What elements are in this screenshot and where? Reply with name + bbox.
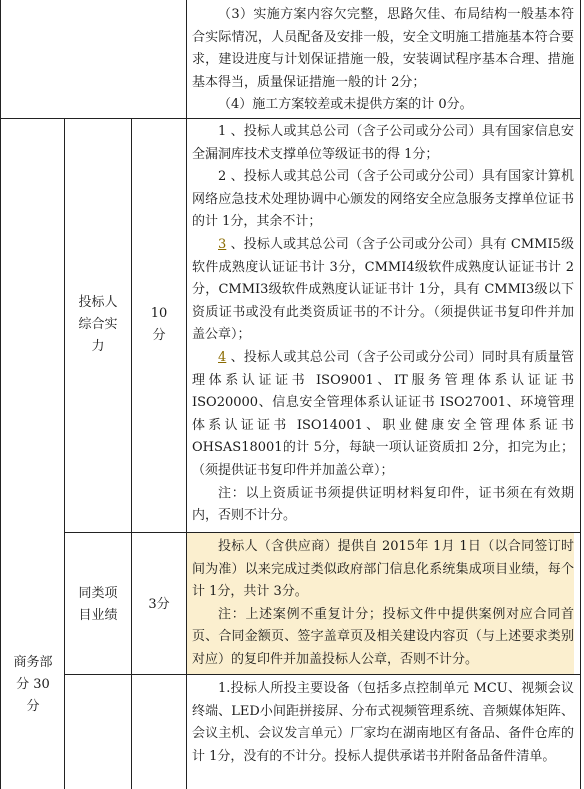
item-label: 投标人综合实力 [78, 295, 118, 354]
scoring-item: （4）施工方案较差或未提供方案的计 0分。 [218, 97, 473, 113]
bottom-row-content [192, 678, 574, 768]
score-cell [133, 300, 185, 350]
item-label-cell [66, 570, 130, 640]
score-cell [133, 580, 185, 630]
item-label-cell [66, 290, 130, 360]
top-row-content [192, 4, 574, 117]
scoring-item: 2 、投标人或其总公司（含子公司或分公司）具有国家计算机网络应急技术处理协调中心颁发的网络安全应急服务支撑单位证书的计 1分，其余不计； [192, 169, 574, 230]
scoring-item: 4 、投标人或其总公司（含子公司或分公司）同时具有质量管理体系认证证书 ISO9001、IT服务管理体系认证证书 ISO20000、信息安全管理体系认证证书 ISO27001、环境管理体系认证证书 ISO14001、职业健康安全管理体系证书 OHSAS18001的计 5分，每缺一项认证资质扣 2分，扣完为止；（须提供证书复印件并加盖公章）； [192, 349, 574, 478]
scoring-note: 注：上述案例不重复计分；投标文件中提供案例对应合同首页、合同金额页、签字盖章页及相关建设内容页（与上述要求类别对应）的复印件并加盖投标人公章，否则不计分。 [192, 606, 574, 667]
scoring-item: （3）实施方案内容欠完整，思路欠佳、布局结构一般基本符合实际情况，人员配备及安排一般，安全文明施工措施基本符合要求，建设进度与计划保证措施一般，安装调试程序基本合理、措施基本得当，质量保证措施一般的计 2分； [192, 7, 574, 90]
scoring-item: 1.投标人所投主要设备（包括多点控制单元 MCU、视频会议终端、LED小间距拼接屏、分布式视频管理系统、音频媒体矩阵、会议主机、会议发言单元）厂家均在湖南地区有备品、备件仓库的计 1分，没有的不计分。投标人提供承诺书并附备品备件清单。 [192, 681, 574, 764]
scoring-item: 投标人（含供应商）提供自 2015年 1月 1日（以合同签订时间为准）以来完成过类似政府部门信息化系统集成项目业绩，每个计 1分，共计 3分。 [192, 539, 574, 600]
projects-content [187, 533, 574, 674]
category-label: 商务部分 30 分 [13, 655, 53, 714]
item-number: 4 [218, 349, 227, 365]
score-value: 10分 [150, 306, 168, 343]
category-label-cell [2, 640, 64, 730]
item-number: 3 [218, 236, 227, 252]
item-label: 同类项目业绩 [78, 586, 118, 623]
score-value: 3分 [148, 597, 170, 612]
scoring-item: 3 、投标人或其总公司（含子公司或分公司）具有 CMMI5级软件成熟度认证证书计 3分，CMMI4级软件成熟度认证证书计 2分，CMMI3级软件成熟度认证证书计 1分，具有 CMMI3级以下资质证书或没有此类资质证书的不计分。（须提供证书复印件并加盖公章）； [192, 236, 574, 343]
scoring-note: 注：以上资质证书须提供证明材料复印件，证书须在有效期内，否则不计分。 [192, 485, 574, 524]
scoring-item: 1 、投标人或其总公司（含子公司或分公司）具有国家信息安全漏洞库技术支撑单位等级证书的得 1分； [192, 124, 574, 162]
strength-content [192, 121, 574, 528]
